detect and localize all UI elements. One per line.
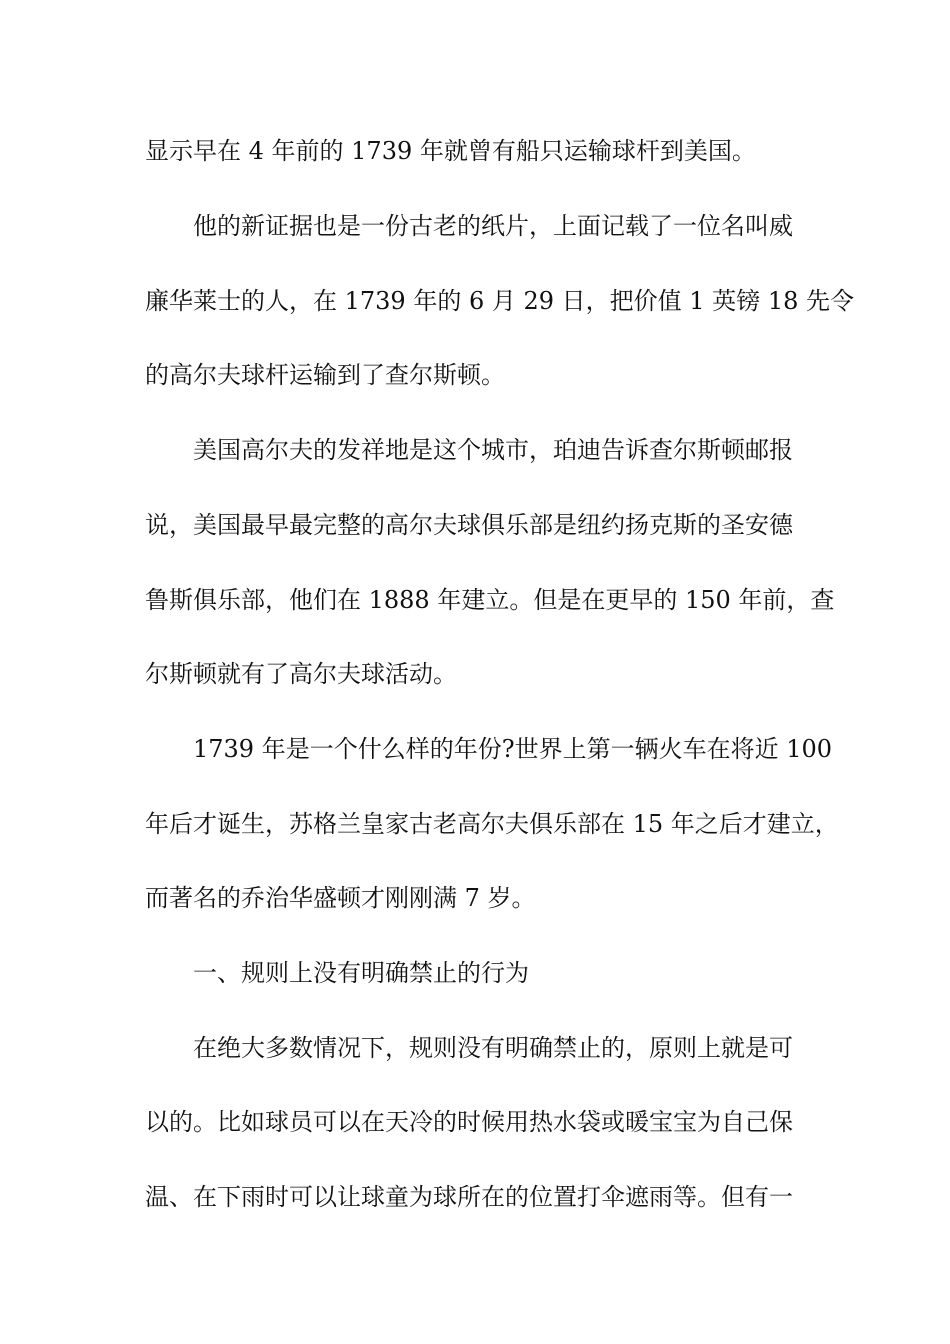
text-line: 以的。比如球员可以在天冷的时候用热水袋或暖宝宝为自己保: [145, 1108, 793, 1136]
text-line: 说，美国最早最完整的高尔夫球俱乐部是纽约扬克斯的圣安德: [145, 511, 793, 539]
text-line: 温、在下雨时可以让球童为球所在的位置打伞遮雨等。但有一: [145, 1183, 793, 1211]
text-line: 尔斯顿就有了高尔夫球活动。: [145, 660, 457, 688]
paragraph-first-line: 他的新证据也是一份古老的纸片，上面记载了一位名叫威: [193, 212, 793, 240]
text-line: 而著名的乔治华盛顿才刚刚满 7 岁。: [145, 884, 536, 912]
section-heading: 一、规则上没有明确禁止的行为: [193, 959, 529, 987]
paragraph-first-line: 美国高尔夫的发祥地是这个城市，珀迪告诉查尔斯顿邮报: [193, 436, 793, 464]
text-line: 的高尔夫球杆运输到了查尔斯顿。: [145, 361, 505, 389]
paragraph-first-line: 在绝大多数情况下，规则没有明确禁止的，原则上就是可: [193, 1034, 793, 1062]
text-line: 鲁斯俱乐部，他们在 1888 年建立。但是在更早的 150 年前，查: [145, 586, 835, 614]
text-line: 显示早在 4 年前的 1739 年就曾有船只运输球杆到美国。: [145, 137, 756, 165]
text-line: 廉华莱士的人，在 1739 年的 6 月 29 日，把价值 1 英镑 18 先令: [145, 287, 854, 315]
text-line: 年后才诞生，苏格兰皇家古老高尔夫俱乐部在 15 年之后才建立，: [145, 810, 839, 838]
paragraph-first-line: 1739 年是一个什么样的年份?世界上第一辆火车在将近 100: [193, 735, 833, 763]
